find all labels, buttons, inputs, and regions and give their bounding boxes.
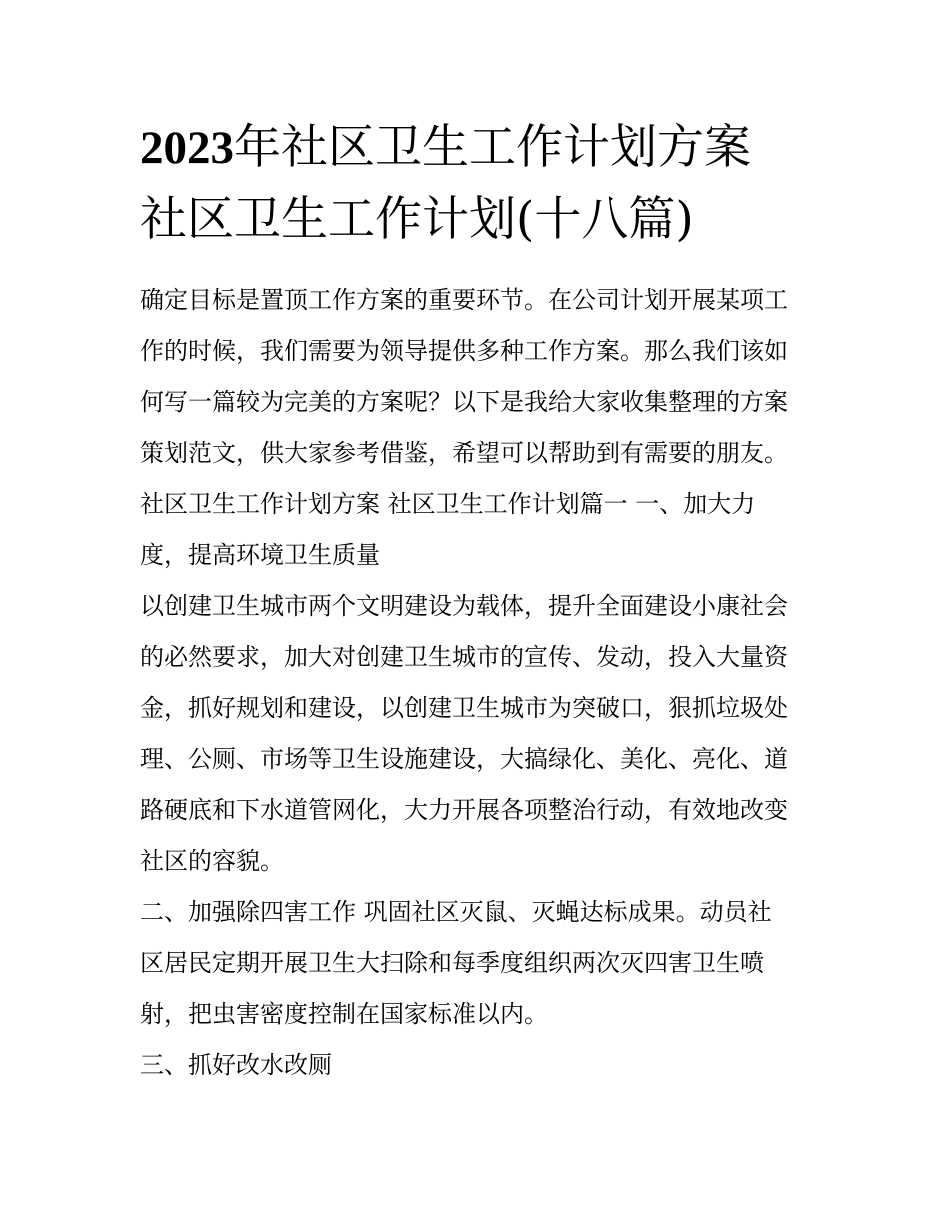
body-line: 的必然要求，加大对创建卫生城市的宣传、发动，投入大量资 [140,643,788,671]
title-year: 2023 [140,122,234,174]
body-line: 作的时候，我们需要为领导提供多种工作方案。那么我们该如 [140,337,788,365]
body-line: 确定目标是置顶工作方案的重要环节。在公司计划开展某项工 [140,286,788,314]
body-line: 以创建卫生城市两个文明建设为载体，提升全面建设小康社会 [140,592,788,620]
body-line: 路硬底和下水道管网化，大力开展各项整治行动，有效地改变 [140,796,788,824]
body-line: 社区的容貌。 [140,847,284,875]
body-line: 金，抓好规划和建设，以创建卫生城市为突破口，狠抓垃圾处 [140,694,788,722]
body-line: 射，把虫害密度控制在国家标准以内。 [140,1000,548,1028]
body-line: 区居民定期开展卫生大扫除和每季度组织两次灭四害卫生喷 [140,949,764,977]
body-line: 三、抓好改水改厕 [140,1051,332,1079]
document-title-line-1 [140,118,820,178]
body-line: 度，提高环境卫生质量 [140,541,380,569]
title-line-1-text: 年社区卫生工作计划方案 [234,120,751,175]
document-title-line-2: 社区卫生工作计划(十八篇) [140,192,694,247]
body-line: 二、加强除四害工作 巩固社区灭鼠、灭蝇达标成果。动员社 [140,898,772,926]
body-line: 策划范文，供大家参考借鉴，希望可以帮助到有需要的朋友。 [140,439,788,467]
body-line: 社区卫生工作计划方案 社区卫生工作计划篇一 一、加大力 [140,490,756,518]
body-line: 何写一篇较为完美的方案呢？以下是我给大家收集整理的方案 [140,388,788,416]
body-line: 理、公厕、市场等卫生设施建设，大搞绿化、美化、亮化、道 [140,745,788,773]
